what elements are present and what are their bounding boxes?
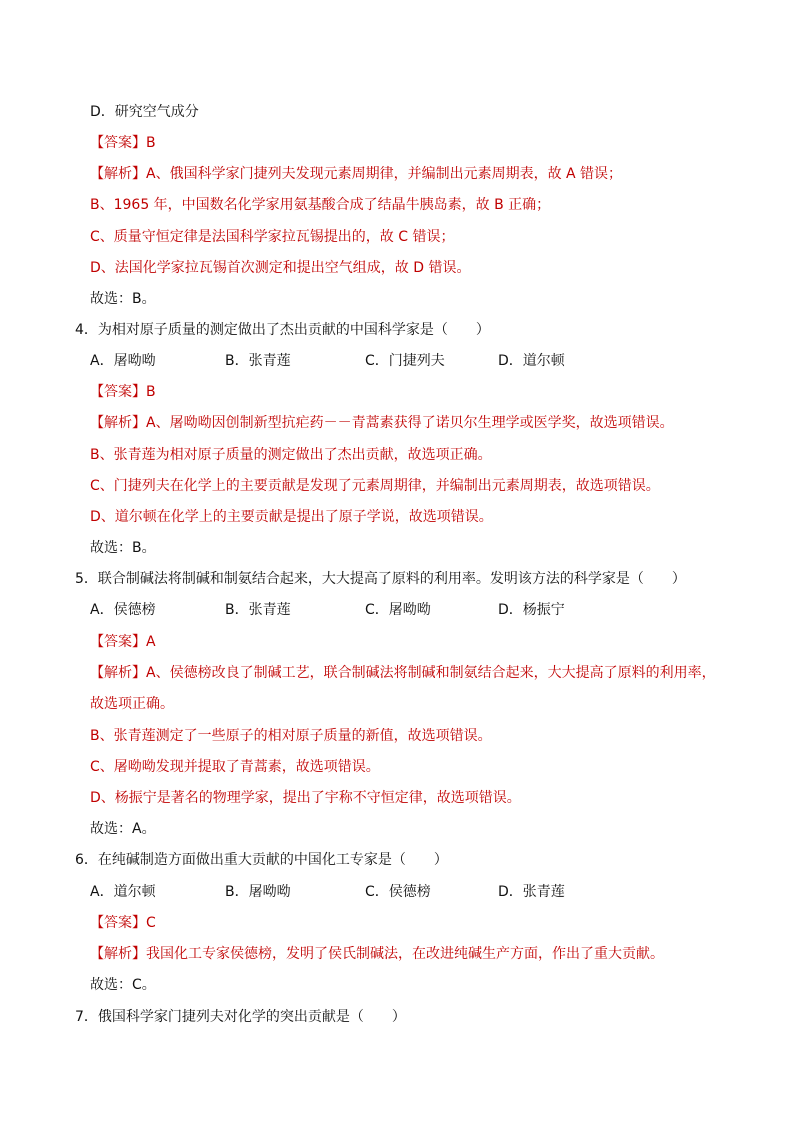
answer-value: B bbox=[146, 384, 156, 400]
question-4-options bbox=[90, 352, 710, 370]
choice-line: 故选：B。 bbox=[90, 291, 156, 307]
analysis-line bbox=[90, 165, 622, 183]
option-a: A．道尔顿 bbox=[90, 884, 156, 900]
analysis-text: A、俄国科学家门捷列夫发现元素周期律，并编制出元素周期表，故 A 错误； bbox=[146, 166, 623, 182]
analysis-text: 我国化工专家侯德榜，发明了侯氏制碱法，在改进纯碱生产方面，作出了重大贡献。 bbox=[146, 946, 664, 962]
analysis-tag: 【解析】 bbox=[90, 946, 146, 962]
answer-value: C bbox=[146, 915, 156, 931]
analysis-line bbox=[90, 414, 674, 432]
answer-tag: 【答案】 bbox=[90, 384, 146, 400]
analysis-tag: 【解析】 bbox=[90, 415, 146, 431]
answer-line-q5 bbox=[90, 633, 156, 651]
analysis-line: B、张青莲测定了一些原子的相对原子质量的新值，故选项错误。 bbox=[90, 728, 492, 744]
option-b: B．张青莲 bbox=[225, 602, 291, 618]
question-5-options bbox=[90, 601, 710, 619]
analysis-line: D、法国化学家拉瓦锡首次测定和提出空气组成，故 D 错误。 bbox=[90, 260, 471, 276]
choice-line: 故选：A。 bbox=[90, 821, 156, 837]
answer-tag: 【答案】 bbox=[90, 135, 146, 151]
analysis-line bbox=[90, 945, 664, 963]
question-4: 4．为相对原子质量的测定做出了杰出贡献的中国科学家是（ ） bbox=[75, 322, 490, 338]
analysis-text: A、屠呦呦因创制新型抗疟药－－青蒿素获得了诺贝尔生理学或医学奖，故选项错误。 bbox=[146, 415, 674, 431]
option-d: D．研究空气成分 bbox=[90, 104, 199, 120]
analysis-line: D、道尔顿在化学上的主要贡献是提出了原子学说，故选项错误。 bbox=[90, 509, 493, 525]
analysis-tag: 【解析】 bbox=[90, 665, 146, 681]
option-b: B．张青莲 bbox=[225, 353, 291, 369]
analysis-line: C、质量守恒定律是法国科学家拉瓦锡提出的，故 C 错误； bbox=[90, 229, 455, 245]
option-c: C．屠呦呦 bbox=[365, 602, 431, 618]
option-d: D．杨振宁 bbox=[498, 602, 565, 618]
option-a: A．侯德榜 bbox=[90, 602, 156, 618]
analysis-line: D、杨振宁是著名的物理学家，提出了宇称不守恒定律，故选项错误。 bbox=[90, 790, 521, 806]
question-6-options bbox=[90, 883, 710, 901]
option-a: A．屠呦呦 bbox=[90, 353, 156, 369]
answer-line-q4 bbox=[90, 383, 156, 401]
answer-value: A bbox=[146, 634, 156, 650]
analysis-line: B、1965 年，中国数名化学家用氨基酸合成了结晶牛胰岛素，故 B 正确； bbox=[90, 197, 551, 213]
analysis-tag: 【解析】 bbox=[90, 166, 146, 182]
answer-line-q6 bbox=[90, 914, 156, 932]
answer-line-q3 bbox=[90, 134, 156, 152]
option-c: C．门捷列夫 bbox=[365, 353, 445, 369]
answer-tag: 【答案】 bbox=[90, 915, 146, 931]
analysis-line: C、门捷列夫在化学上的主要贡献是发现了元素周期律，并编制出元素周期表，故选项错误。 bbox=[90, 478, 660, 494]
analysis-line bbox=[90, 664, 716, 682]
option-b: B．屠呦呦 bbox=[225, 884, 291, 900]
option-c: C．侯德榜 bbox=[365, 884, 431, 900]
option-d: D．道尔顿 bbox=[498, 353, 565, 369]
question-5: 5．联合制碱法将制碱和制氨结合起来，大大提高了原料的利用率。发明该方法的科学家是（ ） bbox=[75, 571, 686, 587]
choice-line: 故选：B。 bbox=[90, 540, 156, 556]
analysis-line: B、张青莲为相对原子质量的测定做出了杰出贡献，故选项正确。 bbox=[90, 447, 492, 463]
analysis-line: 故选项正确。 bbox=[90, 696, 174, 712]
analysis-text: A、侯德榜改良了制碱工艺，联合制碱法将制碱和制氨结合起来，大大提高了原料的利用率， bbox=[146, 665, 716, 681]
answer-value: B bbox=[146, 135, 156, 151]
option-d: D．张青莲 bbox=[498, 884, 565, 900]
answer-tag: 【答案】 bbox=[90, 634, 146, 650]
question-6: 6．在纯碱制造方面做出重大贡献的中国化工专家是（ ） bbox=[75, 852, 448, 868]
choice-line: 故选：C。 bbox=[90, 977, 156, 993]
analysis-line: C、屠呦呦发现并提取了青蒿素，故选项错误。 bbox=[90, 759, 380, 775]
question-7: 7．俄国科学家门捷列夫对化学的突出贡献是（ ） bbox=[75, 1009, 406, 1025]
